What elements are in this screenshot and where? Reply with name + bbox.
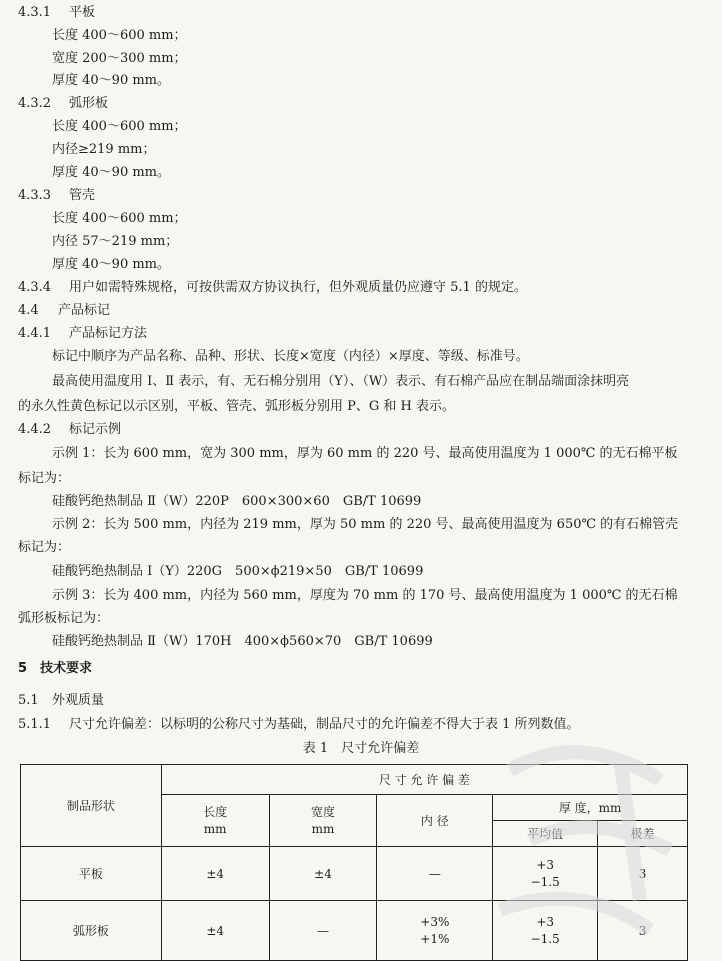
spec-line: 宽度 200～300 mm；	[52, 51, 187, 66]
cell-average: +3 −1.5	[493, 847, 598, 901]
spec-line: 长度 400～600 mm；	[52, 211, 187, 226]
header-shape: 制品形状	[21, 765, 162, 847]
section-4-4-number: 4.4	[18, 303, 39, 318]
cell-length: ±4	[161, 901, 269, 961]
cell-range: 3	[598, 847, 688, 901]
example-3: 示例 3：长为 400 mm，内径为 560 mm，厚度为 70 mm 的 170 号、最高使用温度为 1 000℃ 的无石棉	[52, 588, 678, 603]
cell-inner: —	[377, 847, 493, 901]
example-2-cont: 标记为：	[18, 540, 71, 555]
section-4-4-title: 产品标记	[58, 303, 111, 318]
example-3-mark: 硅酸钙绝热制品 Ⅱ（W）170H 400×ϕ560×70 GB/T 10699	[52, 634, 433, 649]
example-1: 示例 1：长为 600 mm，宽为 300 mm，厚为 60 mm 的 220 号、最高使用温度为 1 000℃ 的无石棉平板	[52, 446, 678, 461]
section-4-3-3-number: 4.3.3	[18, 188, 52, 203]
section-4-3-4-text: 用户如需特殊规格，可按供需双方协议执行，但外观质量仍应遵守 5.1 的规定。	[69, 280, 527, 295]
section-4-4-1-number: 4.4.1	[18, 326, 52, 341]
section-5-title: 技术要求	[40, 661, 93, 676]
cell-length: ±4	[161, 847, 269, 901]
section-4-3-4-number: 4.3.4	[18, 280, 52, 295]
section-5-number: 5	[18, 661, 28, 676]
cell-average: +3 −1.5	[493, 901, 598, 961]
paragraph-cont: 的永久性黄色标记以示区别，平板、管壳、弧形板分别用 P、G 和 H 表示。	[18, 399, 455, 414]
section-4-4-1-title: 产品标记方法	[69, 326, 148, 341]
example-1-mark: 硅酸钙绝热制品 Ⅱ（W）220P 600×300×60 GB/T 10699	[52, 494, 422, 509]
header-thickness: 厚 度，mm	[493, 795, 688, 821]
table-caption: 表 1 尺寸允许偏差	[302, 741, 420, 756]
cell-shape: 平板	[21, 847, 162, 901]
section-4-3-1-title: 平板	[69, 5, 96, 20]
spec-line: 厚度 40～90 mm。	[52, 257, 171, 272]
header-average: 平均值	[493, 821, 598, 847]
section-5-1-1-number: 5.1.1	[18, 717, 52, 732]
spec-line: 长度 400～600 mm；	[52, 28, 187, 43]
cell-range: 3	[598, 901, 688, 961]
table-row	[21, 847, 688, 901]
spec-line: 厚度 40～90 mm。	[52, 73, 171, 88]
tolerance-table	[20, 764, 688, 961]
header-length: 长度 mm	[161, 795, 269, 847]
section-4-3-1-number: 4.3.1	[18, 5, 52, 20]
header-group: 尺 寸 允 许 偏 差	[161, 765, 687, 795]
example-2: 示例 2：长为 500 mm，内径为 219 mm，厚为 50 mm 的 220 号、最高使用温度为 650℃ 的有石棉管壳	[52, 517, 679, 532]
example-1-cont: 标记为：	[18, 471, 71, 486]
header-inner: 内 径	[377, 795, 493, 847]
example-3-cont: 弧形板标记为：	[18, 611, 110, 626]
section-5-1-title: 外观质量	[52, 693, 105, 708]
paragraph: 标记中顺序为产品名称、品种、形状、长度×宽度（内径）×厚度、等级、标准号。	[52, 349, 529, 364]
spec-line: 内径 57～219 mm；	[52, 234, 179, 249]
cell-shape: 弧形板	[21, 901, 162, 961]
header-range: 极差	[598, 821, 688, 847]
section-4-3-2-title: 弧形板	[69, 96, 109, 111]
section-5-1-number: 5.1	[18, 693, 39, 708]
cell-inner: +3% +1%	[377, 901, 493, 961]
example-2-mark: 硅酸钙绝热制品 Ⅰ（Y）220G 500×ϕ219×50 GB/T 10699	[52, 564, 424, 579]
section-4-3-2-number: 4.3.2	[18, 96, 52, 111]
section-5-1-1-text: 尺寸允许偏差：以标明的公称尺寸为基础，制品尺寸的允许偏差不得大于表 1 所列数值。	[69, 717, 580, 732]
section-4-3-3-title: 管壳	[69, 188, 96, 203]
section-4-4-2-title: 标记示例	[69, 422, 122, 437]
spec-line: 长度 400～600 mm；	[52, 119, 187, 134]
paragraph: 最高使用温度用 Ⅰ、Ⅱ 表示，有、无石棉分别用（Y）、（W）表示、有石棉产品应在制品端面涂抹明亮	[52, 374, 630, 389]
cell-width: ±4	[269, 847, 377, 901]
table-row	[21, 901, 688, 961]
spec-line: 内径≥219 mm；	[52, 142, 156, 157]
header-width: 宽度 mm	[269, 795, 377, 847]
section-4-4-2-number: 4.4.2	[18, 422, 52, 437]
cell-width: —	[269, 901, 377, 961]
spec-line: 厚度 40～90 mm。	[52, 165, 171, 180]
